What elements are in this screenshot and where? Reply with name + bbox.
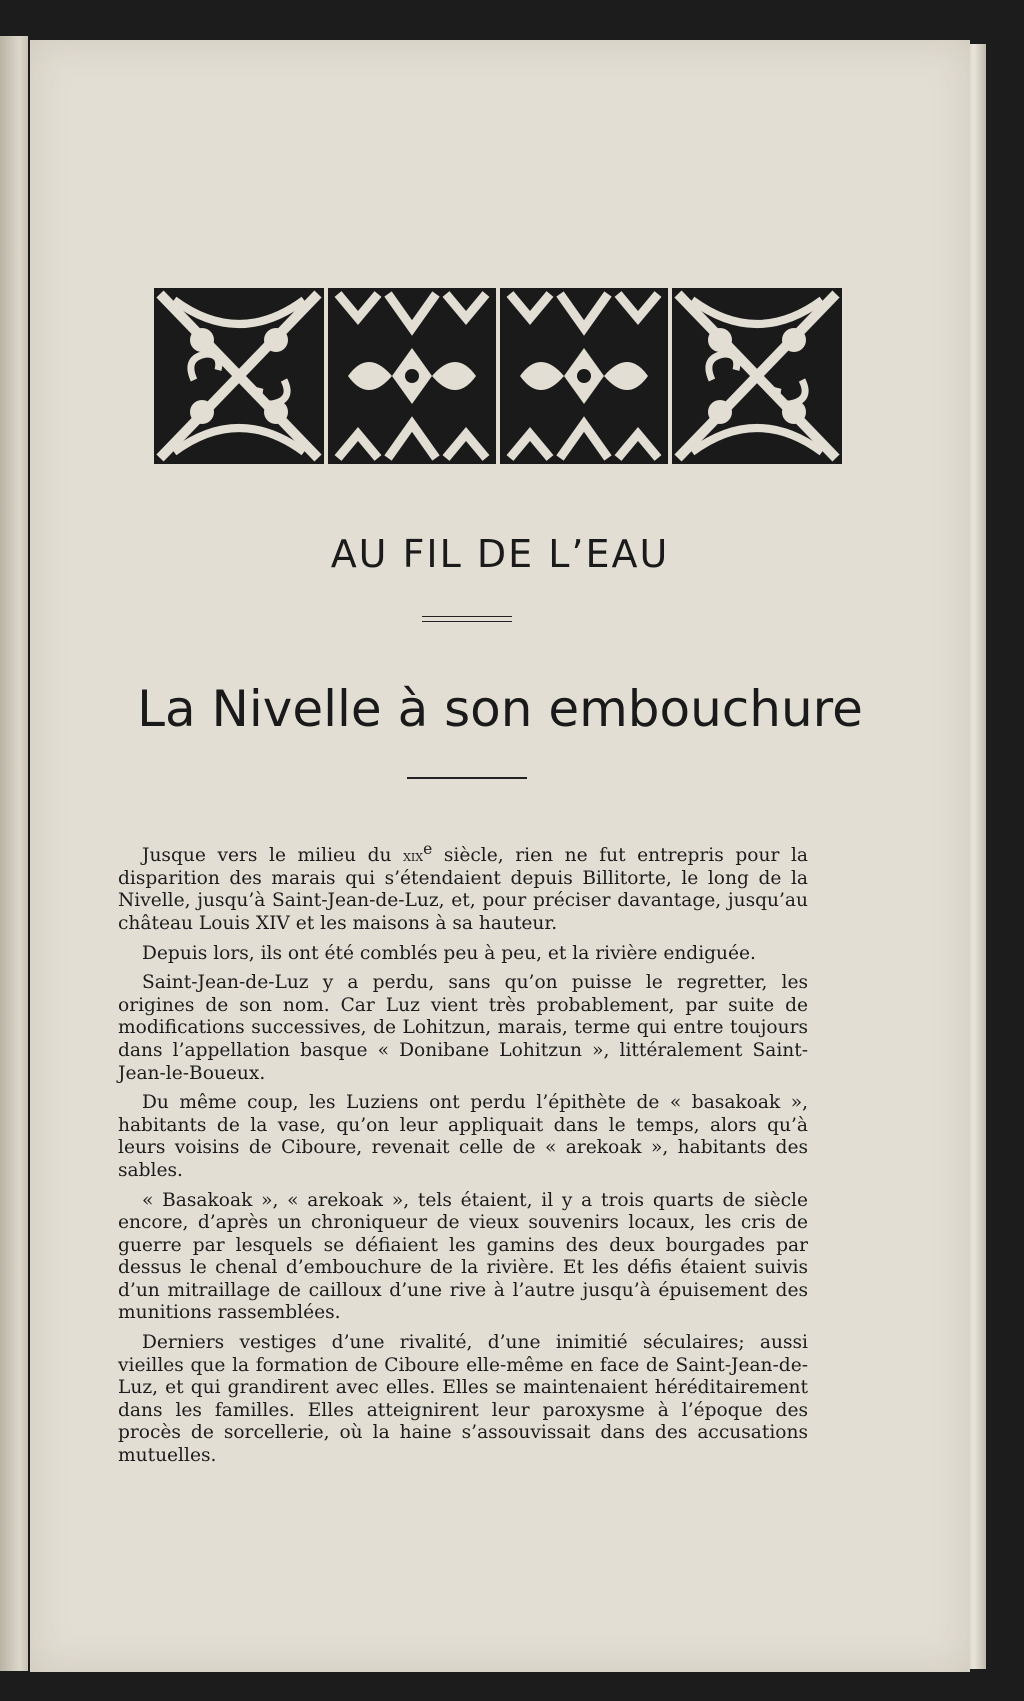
paragraph-4: Du même coup, les Luziens ont perdu l’épithète de « basakoak », habitants de la vase, qu’on leur appliquait dans le temps, alors qu’à leurs voisins de Ciboure, revenait celle de « arekoak », habitants des sables.: [118, 1092, 808, 1181]
ordinal-superscript: e: [423, 840, 433, 858]
ornament-tile-1: [154, 288, 324, 464]
basque-ornament-band: [154, 288, 844, 464]
article-body: [118, 838, 808, 1475]
ornament-tile-2: [328, 288, 496, 464]
paragraph-5: « Basakoak », « arekoak », tels étaient, il y a trois quarts de siècle encore, d’après un chroniqueur de vieux souvenirs locaux, les cris de guerre par lesquels se défiaient les gamins des deux bourgades par dessus le chenal d’embouchure de la rivière. Et les défis étaient suivis d’un mitraillage de cailloux d’une rive à l’autre jusqu’à épuisement des munitions rassemblées.: [118, 1189, 808, 1324]
single-rule-divider: [407, 777, 527, 779]
century-numeral: xix: [403, 846, 424, 866]
paragraph-2: Depuis lors, ils ont été comblés peu à peu, et la rivière endiguée.: [142, 942, 756, 964]
paragraph-6: Derniers vestiges d’une rivalité, d’une inimitié séculaires; aussi vieilles que la formation de Ciboure elle-même en face de Saint-Jean-de-Luz, et qui grandirent avec elles. Elles se maintenaient héréditairement dans les familles. Elles atteignirent leur paroxysme à l’époque des procès de sorcellerie, où la haine s’assouvissait dans des accusations mutuelles.: [118, 1332, 808, 1467]
book-page: [30, 40, 970, 1672]
previous-page-edge: [0, 36, 28, 1671]
article-title: La Nivelle à son embouchure: [137, 680, 863, 738]
ornament-tile-4: [672, 288, 842, 464]
paragraph-1: Jusque vers le milieu du xix$^e$ siècle, rien ne fut entrepris pour la disparition des marais qui s’étendaient depuis Billitorte, le long de la Nivelle, jusqu’à Saint-Jean-de-Luz, et, pour préciser davantage, jusqu’au château Louis XIV et les maisons à sa hauteur.: [118, 840, 808, 934]
section-title: AU FIL DE L’EAU: [330, 532, 670, 576]
paragraph-3: Saint-Jean-de-Luz y a perdu, sans qu’on puisse le regretter, les origines de son nom. Car Luz vient très probablement, par suite de modifications successives, de Lohitzun, marais, terme qui entre toujours dans l’appellation basque « Donibane Lohitzun », littéralement Saint-Jean-le-Boueux.: [118, 972, 808, 1084]
double-rule-divider: [422, 616, 512, 622]
ornament-tile-3: [500, 288, 668, 464]
